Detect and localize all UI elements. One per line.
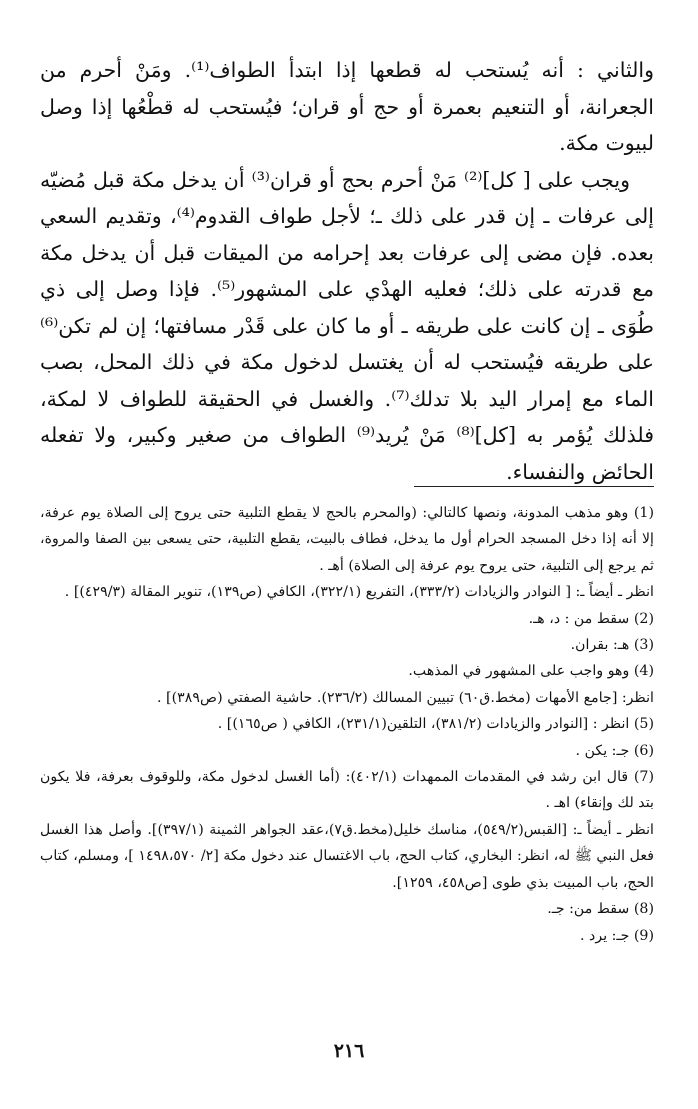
- footnote: (8) سقط من: جـ.: [547, 901, 654, 918]
- footnote: (4) وهو واجب على المشهور في المذهب.: [408, 663, 654, 680]
- footnote: (7) قال ابن رشد في المقدمات الممهدات (٤٠٢/١): (أما الغسل لدخول مكة، وللوقوف بعرفة، فلا يكون بتد لك وإنقاء) اهـ .: [40, 769, 654, 812]
- footnote: (1) وهو مذهب المدونة، ونصها كالتالي: (والمحرم بالحج لا يقطع التلبية حتى يروح إلى الصلاة يوم عرفة، إلا أنه إذا دخل المسجد الحرام أول ما يدخل، فطاف بالبيت، يقطع التلبية، حتى يسعى بين الصفا والمروة، ثم يرجع إلى التلبية، حتى يروح يوم عرفة إلى الصلاة) أهـ .: [40, 505, 654, 574]
- page-number: ٢١٦: [333, 1040, 365, 1062]
- main-paragraph: والثاني : أنه يُستحب له قطعها إذا ابتدأ الطواف⁽¹⁾. ومَنْ أحرم من الجعرانة، أو التنعيم بعمرة أو حج أو قران؛ فيُستحب له قطْعُها إذا وصل لبيوت مكة.: [40, 58, 655, 155]
- footnotes: [40, 500, 654, 949]
- main-text: [40, 52, 654, 490]
- footnote: (5) انظر : [النوادر والزيادات (٣٨١/٢)، التلقين(٢٣١/١)، الكافي ( ص١٦٥)] .: [217, 716, 654, 733]
- footnote: انظر ـ أيضاً ـ: [القبس(٥٤٩/٢)، مناسك خليل(مخط.ق٧)،عقد الجواهر الثمينة (٣٩٧/١)]. وأصل هذا الغسل فعل النبي ﷺ له، انظر: البخاري، كتاب الحج، باب الاغتسال عند دخول مكة [٢/ ١٤٩٨،٥٧٠ ]، ومسلم، كتاب الحج، باب المبيت بذي طوى [ص٤٥٨، ١٢٥٩].: [40, 821, 655, 891]
- footnote: انظر: [جامع الأمهات (مخط.ق٦٠) تبيين المسالك (٢٣٦/٢). حاشية الصفتي (ص٣٨٩)] .: [157, 689, 654, 706]
- footnote: (9) جـ: يرد .: [580, 927, 654, 944]
- main-paragraph: ويجب على [ كل]⁽²⁾ مَنْ أحرم بحج أو قران⁽³⁾ أن يدخل مكة قبل مُضيّه إلى عرفات ـ إن قدر على ذلك ـ؛ لأجل طواف القدوم⁽⁴⁾، وتقديم السعي بعده. فإن مضى إلى عرفات بعد إحرامه من الميقات قبل أن يدخل مكة مع قدرته على ذلك؛ فعليه الهدْي على المشهور⁽⁵⁾. فإذا وصل إلى ذي طُوَى ـ إن كانت على طريقه ـ أو ما كان على قَدْر مسافتها؛ إن لم تكن⁽⁶⁾ على طريقه فيُستحب له أن يغتسل لدخول مكة في ذلك المحل، بصب الماء مع إمرار اليد بلا تدلك⁽⁷⁾. والغسل في الحقيقة للطواف لا لمكة، فلذلك يُؤمر به [كل]⁽⁸⁾ مَنْ يُريد⁽⁹⁾ الطواف من صغير وكبير، ولا تفعله الحائض والنفساء.: [40, 167, 654, 484]
- footnote-separator: [414, 486, 654, 487]
- footnote: (6) جـ: يكن .: [575, 742, 654, 759]
- footnote: (3) هـ: بقران.: [570, 637, 654, 654]
- footnote: (2) سقط من : د، هـ.: [528, 610, 654, 627]
- footnote: انظر ـ أيضاً ـ: [ النوادر والزيادات (٣٣٣/٢)، التفريع (٣٢٢/١)، الكافي (ص١٣٩)، تنوير المقالة (٤٢٩/٣)] .: [64, 584, 654, 601]
